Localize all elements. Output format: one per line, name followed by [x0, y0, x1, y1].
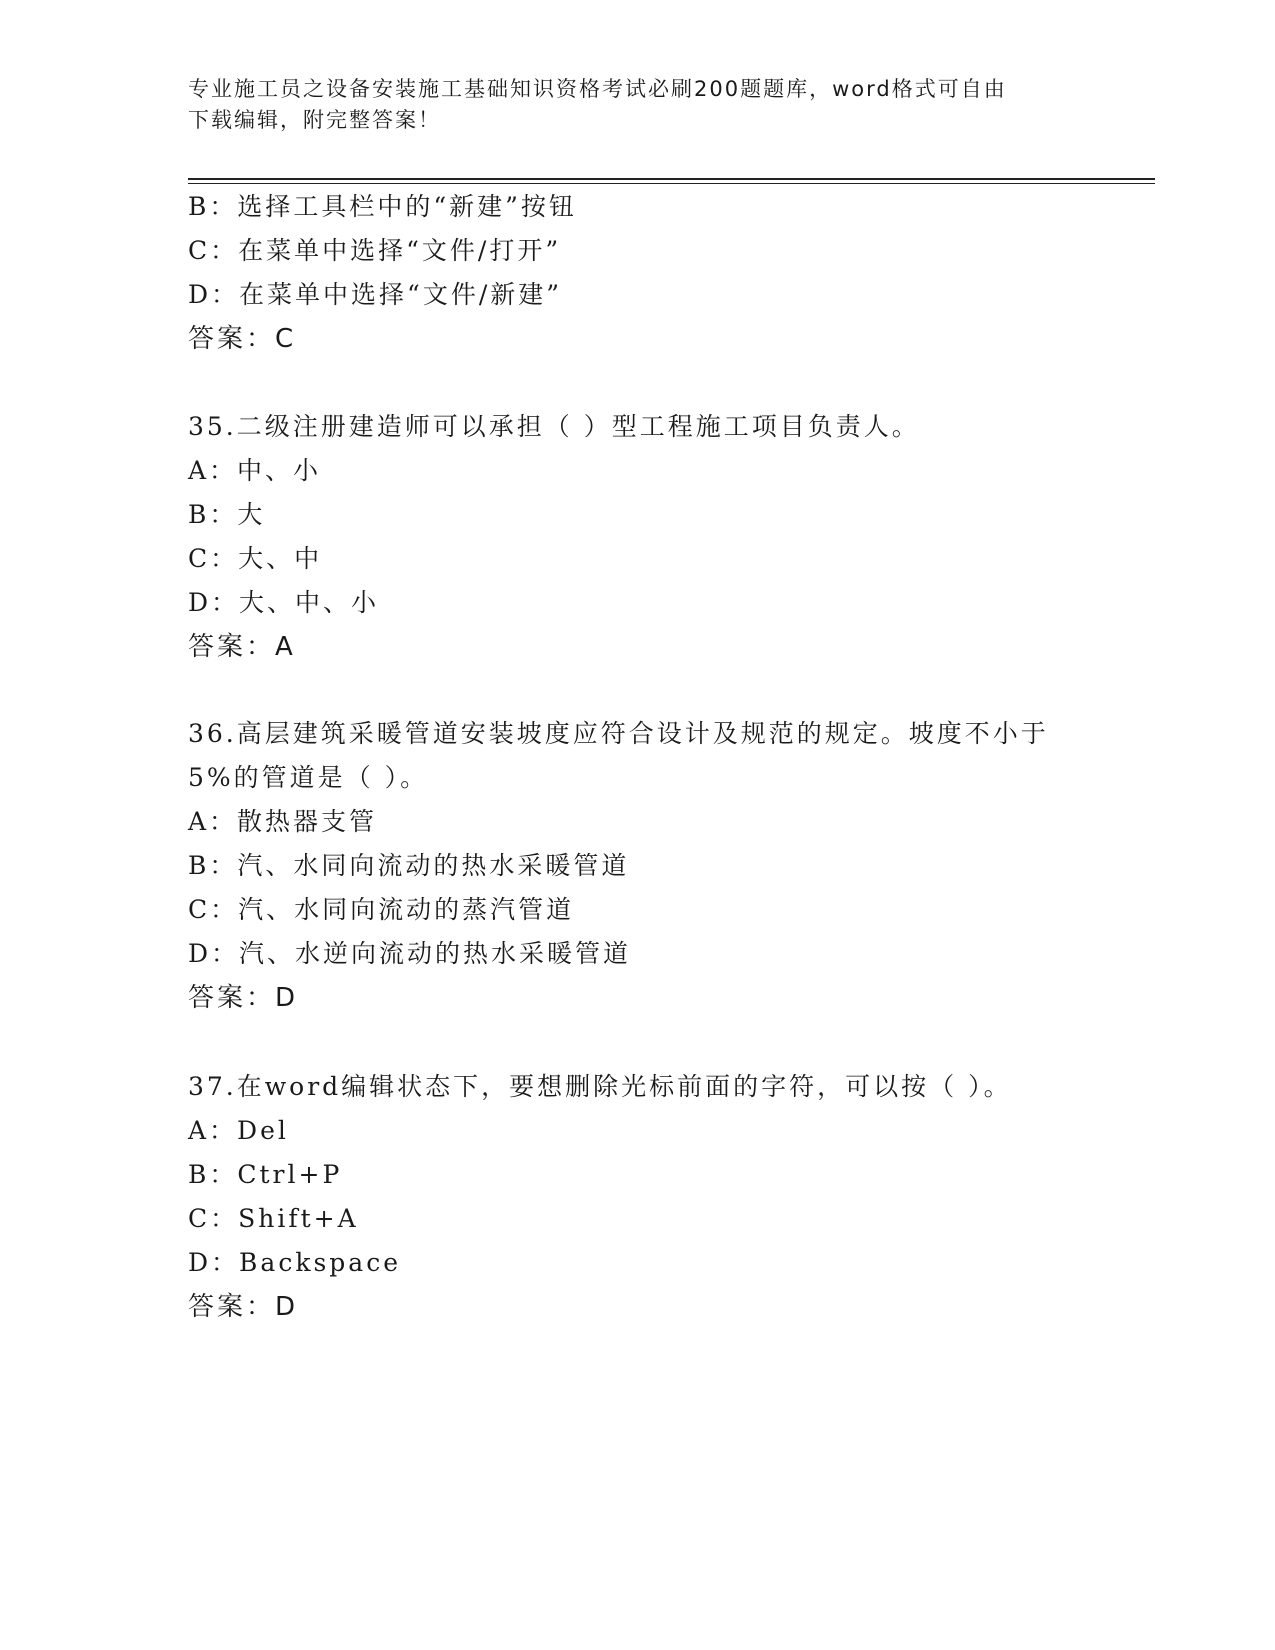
q35-option-a: A：中、小	[188, 456, 322, 485]
header-title-line-1: 专业施工员之设备安装施工基础知识资格考试必刷200题题库，word格式可自由	[188, 77, 1007, 101]
q34-option-d: D：在菜单中选择“文件/新建”	[188, 280, 563, 309]
q34-answer	[188, 322, 293, 356]
q34-option-c: C：在菜单中选择“文件/打开”	[188, 236, 562, 265]
q37-answer-value: D	[275, 1292, 296, 1322]
header-divider-thick	[188, 178, 1155, 180]
q35-answer-value: A	[275, 632, 293, 662]
q37-answer-label: 答案：	[188, 1292, 276, 1322]
q36-option-a: A：散热器支管	[188, 807, 378, 836]
q36-option-b: B：汽、水同向流动的热水采暖管道	[188, 851, 630, 880]
document-header	[188, 74, 1088, 136]
q36-answer-value: D	[275, 983, 296, 1013]
q35-question: 35.二级注册建造师可以承担（ ）型工程施工项目负责人。	[188, 412, 920, 441]
q37-question: 37.在word编辑状态下，要想删除光标前面的字符，可以按（ ）。	[188, 1072, 1012, 1101]
q37-answer	[188, 1290, 295, 1324]
q34-option-b: B：选择工具栏中的“新建”按钮	[188, 192, 577, 221]
q36-question-line-1: 36.高层建筑采暖管道安装坡度应符合设计及规范的规定。坡度不小于	[188, 719, 1049, 748]
header-title-line-2: 下载编辑，附完整答案！	[188, 108, 441, 132]
q35-option-d: D：大、中、小	[188, 588, 380, 617]
q37-option-c: C：Shift+A	[188, 1204, 359, 1233]
q36-option-c: C：汽、水同向流动的蒸汽管道	[188, 895, 575, 924]
q34-answer-value: C	[275, 324, 294, 354]
q37-option-a: A：Del	[188, 1116, 289, 1145]
q35-option-c: C：大、中	[188, 544, 323, 573]
q35-option-b: B：大	[188, 500, 266, 529]
q37-option-d: D：Backspace	[188, 1248, 402, 1277]
q36-option-d: D：汽、水逆向流动的热水采暖管道	[188, 939, 632, 968]
q36-answer	[188, 981, 295, 1015]
q36-answer-label: 答案：	[188, 983, 276, 1013]
q35-answer-label: 答案：	[188, 632, 276, 662]
q35-answer	[188, 630, 293, 664]
q37-option-b: B：Ctrl+P	[188, 1160, 343, 1189]
header-divider-thin	[188, 183, 1155, 184]
q36-question-line-2: 5%的管道是（ ）。	[188, 763, 429, 792]
q34-answer-label: 答案：	[188, 324, 276, 354]
